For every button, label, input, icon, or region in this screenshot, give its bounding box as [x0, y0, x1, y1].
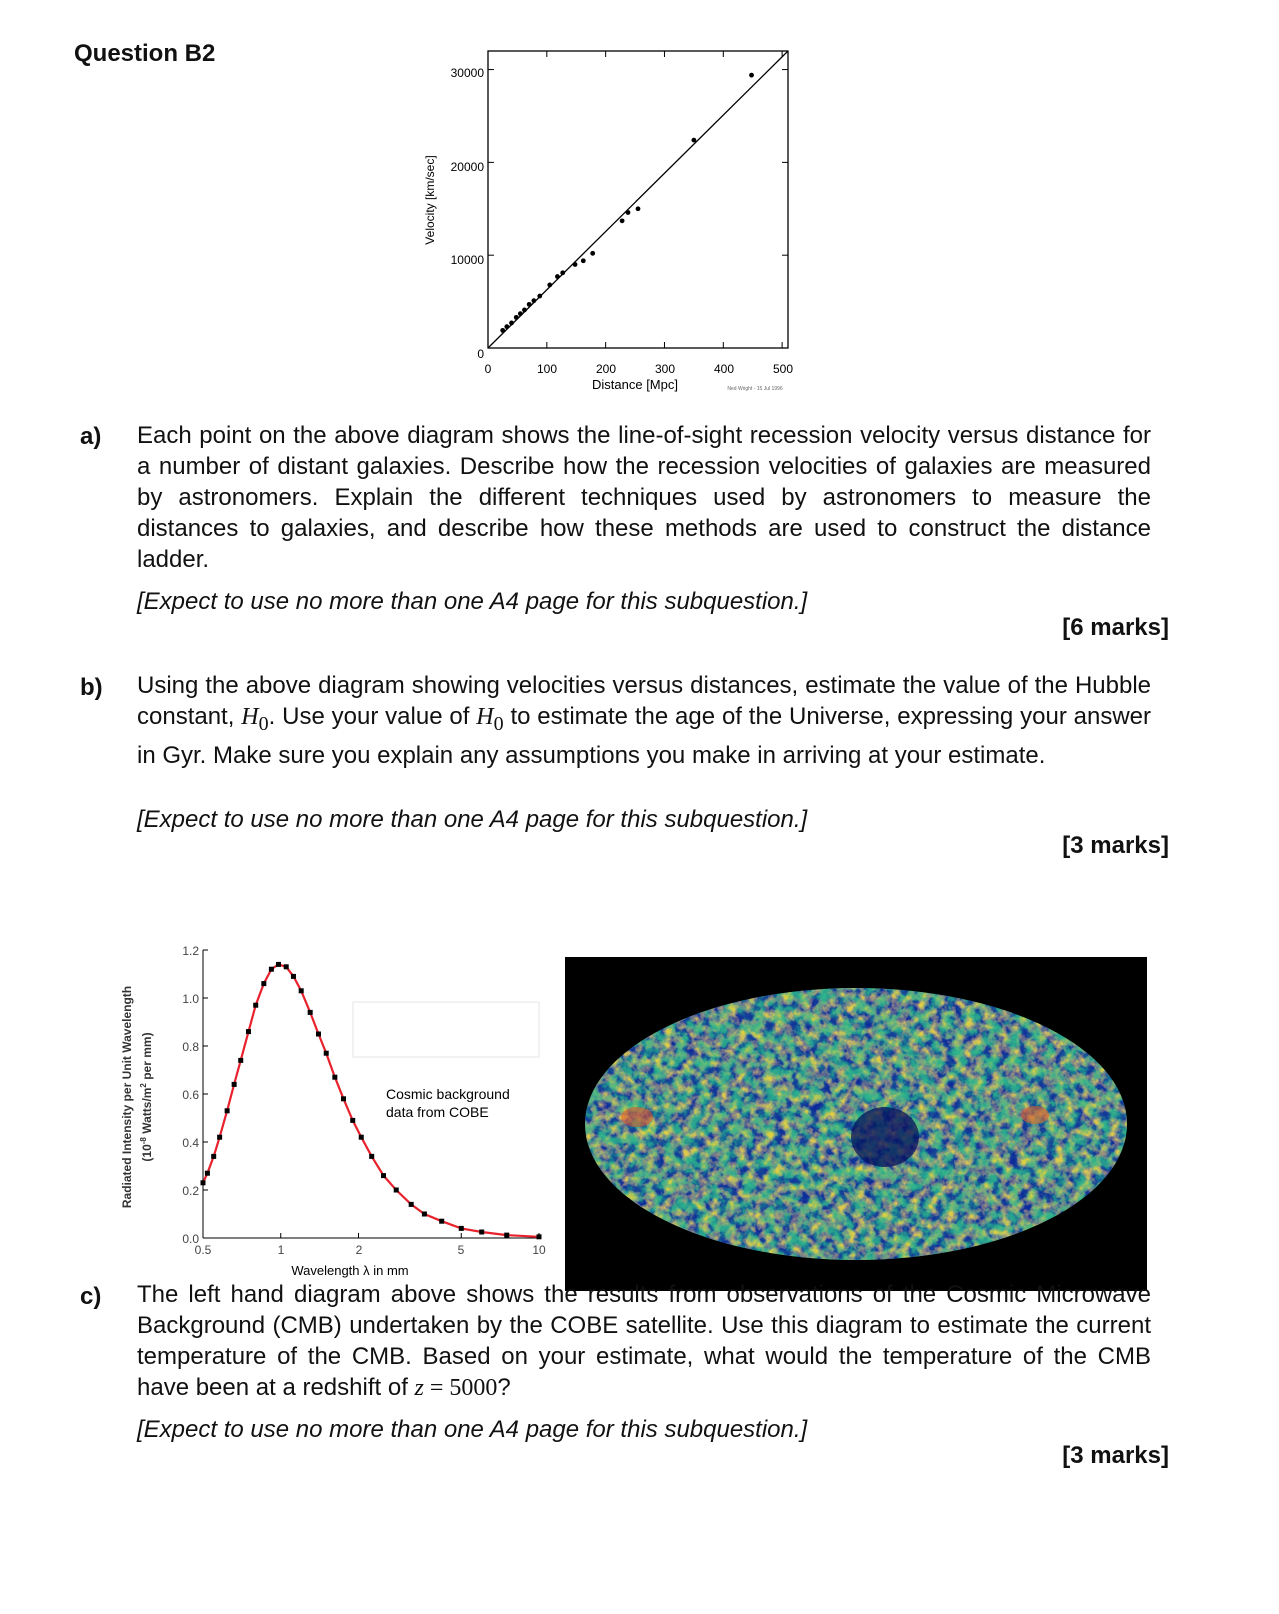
- cobe-data-point: [479, 1230, 484, 1235]
- cobe-data-point: [341, 1096, 346, 1101]
- cobe-data-point: [211, 1154, 216, 1159]
- cobe-spectrum-plot: [115, 935, 555, 1290]
- cobe-data-point: [381, 1173, 386, 1178]
- hubble-data-point: [555, 274, 560, 279]
- hubble-x-tick: 500: [772, 362, 794, 376]
- hubble-data-point: [518, 311, 523, 316]
- hubble-y-tick: 0: [477, 347, 484, 361]
- cobe-data-point: [284, 964, 289, 969]
- hubble-data-point: [531, 298, 536, 303]
- cobe-legend-box: [353, 1002, 539, 1057]
- hubble-credit: Ned Wright - 15 Jul 1996: [727, 386, 783, 392]
- part-c-expect: [Expect to use no more than one A4 page for this subquestion.]: [137, 1416, 808, 1443]
- hubble-data-point: [527, 302, 532, 307]
- hubble-data-point: [522, 308, 527, 313]
- hubble-data-point: [573, 262, 578, 267]
- question-title: Question B2: [74, 40, 216, 67]
- part-b-text: Using the above diagram showing velocities versus distances, estimate the value of the Hubble constant, $H_0$. Use your value of $H_0$ to estimate the age of the Universe, expressing your answer in Gyr. Make sure you explain any assumptions you make in arriving at your estimate.: [137, 672, 1152, 769]
- hubble-y-label: Velocity [km/sec]: [423, 155, 437, 245]
- cobe-data-point: [225, 1108, 230, 1113]
- hubble-data-point: [581, 258, 586, 263]
- part-a-expect: [Expect to use no more than one A4 page for this subquestion.]: [137, 588, 808, 615]
- cobe-data-point: [269, 967, 274, 972]
- cobe-data-point: [253, 1003, 258, 1008]
- cobe-legend-line-1: Cosmic background: [386, 1086, 510, 1102]
- cobe-data-point: [261, 981, 266, 986]
- hubble-x-tick: 100: [536, 362, 558, 376]
- hubble-x-tick: 400: [713, 362, 735, 376]
- hubble-x-tick: 200: [595, 362, 617, 376]
- cobe-y-label-1: Radiated Intensity per Unit Wavelength: [120, 985, 134, 1209]
- hubble-data-point: [514, 315, 519, 320]
- part-c-marks: [3 marks]: [1062, 1442, 1169, 1469]
- cobe-data-point: [537, 1234, 542, 1239]
- hubble-x-label: Distance [Mpc]: [592, 377, 678, 392]
- cobe-x-tick: 5: [457, 1243, 465, 1257]
- hubble-y-tick: 20000: [450, 160, 484, 174]
- hubble-data-point: [626, 210, 631, 215]
- part-b-expect: [Expect to use no more than one A4 page for this subquestion.]: [137, 806, 808, 833]
- cobe-y-tick: 1.0: [182, 992, 199, 1006]
- cobe-data-point: [232, 1082, 237, 1087]
- part-a-label: a): [80, 423, 102, 450]
- cobe-data-point: [201, 1180, 206, 1185]
- hubble-x-tick: 0: [484, 362, 492, 376]
- hubble-y-tick: 10000: [450, 253, 484, 267]
- cobe-data-point: [238, 1058, 243, 1063]
- part-b-marks: [3 marks]: [1062, 832, 1169, 859]
- cobe-y-tick: 0.4: [182, 1136, 199, 1150]
- cobe-data-point: [276, 962, 281, 967]
- cobe-y-label-2: ($10^{-8}$ Watts/$m^2$ per mm): [139, 1032, 154, 1162]
- part-a-marks: [6 marks]: [1062, 614, 1169, 641]
- cobe-x-tick: 0.5: [194, 1243, 212, 1257]
- cobe-data-point: [369, 1154, 374, 1159]
- cobe-data-point: [217, 1135, 222, 1140]
- hubble-data-point: [590, 251, 595, 256]
- hubble-data-point: [547, 282, 552, 287]
- hubble-fit-line: [488, 51, 788, 348]
- cobe-data-point: [316, 1032, 321, 1037]
- cmb-warm-spot: [621, 1107, 653, 1127]
- part-c-text: The left hand diagram above shows the results from observations of the Cosmic Microwave Background (CMB) undertaken by the COBE satellite. Use this diagram to estimate the current temperature of the CMB. Based on your estimate, what would the temperature of the CMB have been at a redshift of z = 5000?: [137, 1281, 1151, 1401]
- cobe-x-tick: 10: [532, 1243, 546, 1257]
- part-a-text: Each point on the above diagram shows the line-of-sight recession velocity versus distance for a number of distant galaxies. Describe how the recession velocities of galaxies are measured by astronomers. Explain the different techniques used by astronomers to measure the distances to galaxies, and describe how these methods are used to construct the distance ladder.: [137, 422, 1151, 573]
- cobe-data-point: [246, 1029, 251, 1034]
- cmb-sky-map: [565, 957, 1147, 1291]
- cobe-legend-line-2: data from COBE: [386, 1104, 489, 1120]
- cobe-x-tick: 2: [355, 1243, 363, 1257]
- cobe-data-point: [308, 1010, 313, 1015]
- cobe-data-point: [291, 974, 296, 979]
- cobe-data-point: [299, 988, 304, 993]
- cobe-data-point: [439, 1219, 444, 1224]
- hubble-y-tick: 30000: [450, 66, 484, 80]
- cobe-x-tick: 1: [277, 1243, 285, 1257]
- cobe-y-tick: 0.8: [182, 1040, 199, 1054]
- hubble-data-point: [500, 328, 505, 333]
- cobe-y-tick: 0.2: [182, 1184, 199, 1198]
- cobe-y-tick: 1.2: [182, 944, 199, 958]
- cobe-data-point: [422, 1212, 427, 1217]
- hubble-data-point: [560, 270, 565, 275]
- hubble-data-point: [749, 73, 754, 78]
- cmb-warm-spot: [1021, 1106, 1049, 1124]
- hubble-data-point: [509, 321, 514, 326]
- cobe-data-point: [359, 1135, 364, 1140]
- hubble-data-point: [636, 206, 641, 211]
- hubble-x-tick: 300: [654, 362, 676, 376]
- part-b-label: b): [80, 674, 103, 701]
- cobe-data-point: [394, 1188, 399, 1193]
- cmb-cold-spot: [851, 1107, 919, 1167]
- cobe-data-point: [205, 1171, 210, 1176]
- hubble-diagram: [420, 45, 810, 405]
- hubble-data-point: [504, 324, 509, 329]
- hubble-data-point: [620, 218, 625, 223]
- hubble-data-point: [691, 138, 696, 143]
- cobe-data-point: [332, 1075, 337, 1080]
- cobe-data-point: [459, 1226, 464, 1231]
- cobe-data-point: [350, 1118, 355, 1123]
- cobe-y-tick: 0.0: [182, 1232, 199, 1246]
- cobe-data-point: [504, 1233, 509, 1238]
- hubble-data-point: [537, 294, 542, 299]
- cobe-y-tick: 0.6: [182, 1088, 199, 1102]
- cobe-data-point: [324, 1051, 329, 1056]
- cobe-x-label: Wavelength λ in mm: [291, 1263, 409, 1278]
- cobe-data-point: [409, 1202, 414, 1207]
- part-c-label: c): [80, 1283, 102, 1310]
